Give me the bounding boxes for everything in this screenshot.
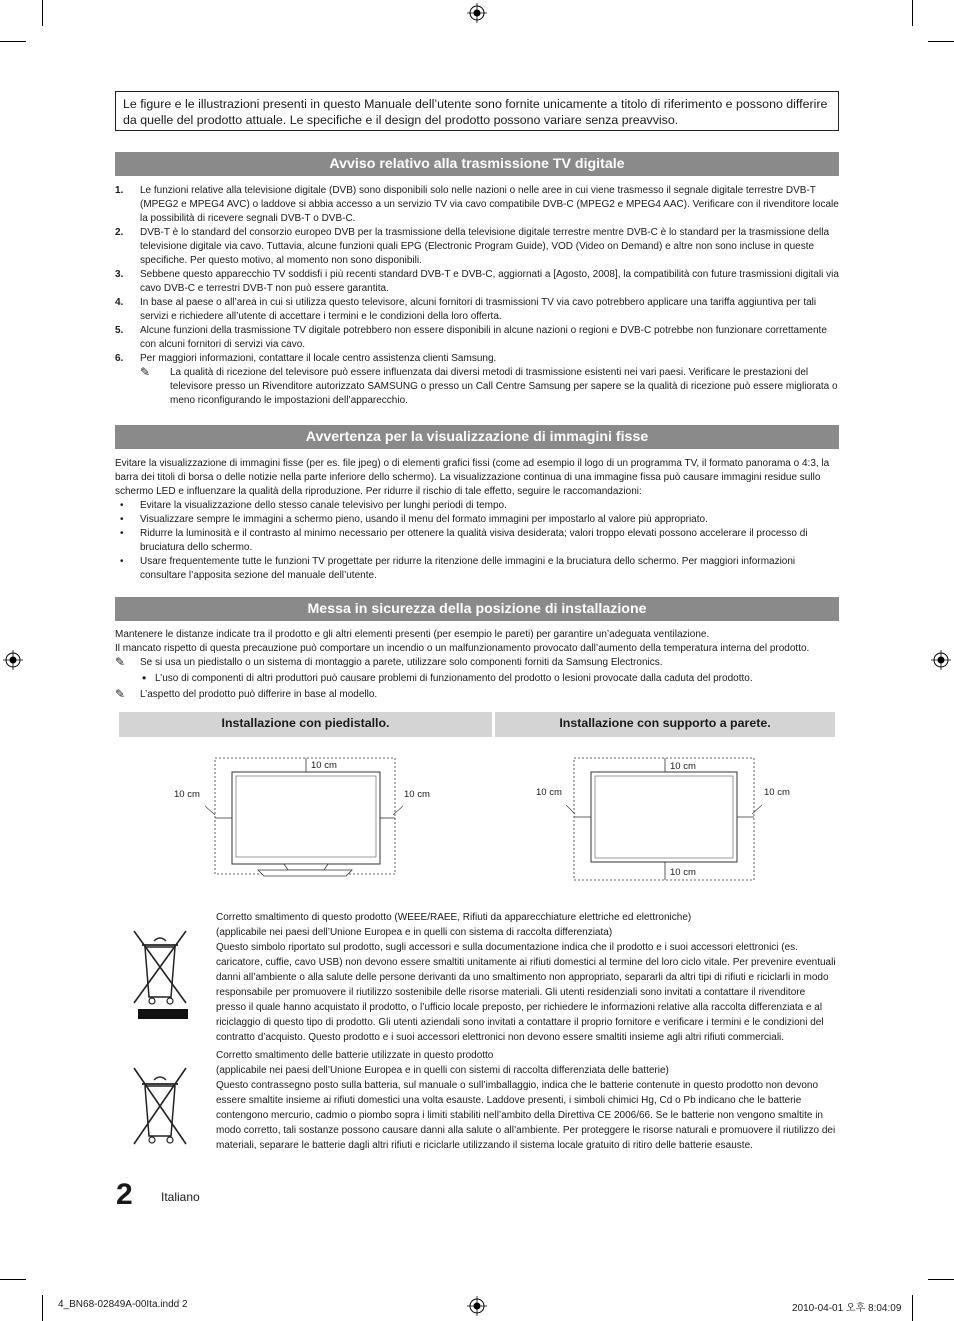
note-text: L’aspetto del prodotto può differire in base al modello. [140, 689, 378, 700]
disclaimer-box: Le figure e le illustrazioni presenti in questo Manuale dell’utente sono fornite unicamente a titolo di riferimento e possono differire da quelle del prodotto attuale. Le specifiche e il design del prodotto possono variare senza preavviso. [115, 91, 839, 131]
note [115, 688, 841, 702]
registration-mark-icon [467, 3, 487, 23]
crop-mark [928, 41, 954, 42]
crop-mark [42, 0, 43, 26]
list-text: DVB-T è lo standard del consorzio europeo DVB per la trasmissione della televisione digitale terrestre mentre DVB-C è lo standard per la trasmissione della televisione digitale via cavo. Tuttavia, alcune funzioni quali EPG (Electronic Program Guide), VOD (Video on Demand) e altre non sono incluse in queste specifiche. Per questo motivo, al momento non sono disponibili. [140, 227, 830, 266]
note-text: Se si usa un piedistallo o un sistema di montaggio a parete, utilizzare solo componenti forniti da Samsung Electronics. [140, 657, 663, 668]
crop-mark [0, 1279, 26, 1280]
weee-subtitle: (applicabile nei paesi dell’Unione Europea e in quelli con sistema di raccolta differenziata) [216, 927, 613, 938]
crop-mark [0, 41, 26, 42]
weee-disposal-text [216, 910, 836, 1045]
list-text: Sebbene questo apparecchio TV soddisfi i più recenti standard DVB-T e DVB-C, aggiornati a [Agosto, 2008], la compatibilità con future trasmissioni digitali via cavo DVB-C e terrestri DVB-T non può essere garantita. [140, 269, 839, 294]
battery-title: Corretto smaltimento delle batterie utilizzate in questo prodotto [216, 1050, 494, 1061]
dvb-notice-list [115, 184, 841, 408]
clearance-label-right: 10 cm [404, 789, 430, 800]
list-text: In base al paese o all’area in cui si utilizza questo televisore, alcuni fornitori di trasmissioni TV via cavo potrebbero applicare una tariffa aggiuntiva per tali servizi e richiedere all’utente di accettare i termini e le condizioni della loro offerta. [140, 297, 817, 322]
file-slug: 4_BN68-02849A-00Ita.indd 2 [58, 1299, 188, 1310]
list-item [115, 226, 841, 268]
battery-crossed-bin-icon [130, 1064, 190, 1156]
pencil-note-icon: ✎ [140, 365, 151, 379]
list-item [115, 184, 841, 226]
registration-mark-icon [467, 1296, 487, 1316]
clearance-label-top: 10 cm [670, 761, 696, 772]
clearance-label-bottom: 10 cm [670, 867, 696, 878]
battery-body: Questo contrassegno posto sulla batteria, sul manuale o sull’imballaggio, indica che le batterie contenute in questo prodotto non devono essere smaltite insieme ai rifiuti domestici una volta esauste. Laddove presenti, i simboli chimici Hg, Cd o Pb indicano che le batterie contengono mercurio, cadmio o piombo sopra i limiti stabiliti nell’ambito della Direttiva CE 2006/66. Se le batterie non vengono smaltite in modo corretto, tali sostanze possono causare danni alla salute o all’ambiente. Per proteggere le risorse naturali e promuovere il riutilizzo dei materiali, separare le batterie dagli altri rifiuti e riciclarle utilizzando il sistema locale gratuito di ritiro delle batterie esauste. [216, 1080, 836, 1151]
weee-crossed-bin-icon [130, 925, 190, 1021]
crop-mark [912, 1295, 913, 1321]
clearance-label-top: 10 cm [311, 760, 337, 771]
weee-body: Questo simbolo riportato sul prodotto, sugli accessori e sulla documentazione indica che il prodotto e i suoi accessori elettronici (es. caricatore, cuffie, cavo USB) non devono essere smaltiti unitamente ai rifiuti domestici al termine del loro ciclo vitale. Per prevenire eventuali danni all’ambiente o alla salute delle persone derivanti da uno smaltimento non appropriato, separarli da altri tipi di rifiuti e riciclarli in modo responsabile per promuovere il riutilizzo sostenibile delle risorse materiali. Gli utenti residenziali sono invitati a contattare il rivenditore presso il quale hanno acquistato il prodotto, o l’ufficio locale preposto, per richiedere le informazioni relative alla raccolta differenziata e al riciclaggio di questo tipo di prodotto. Gli utenti aziendali sono invitati a contattare il proprio fornitore e verificare i termini e le condizioni del contratto d’acquisto. Questo prodotto e i suoi accessori elettronici non devono essere smaltiti insieme agli altri rifiuti commerciali. [216, 942, 836, 1043]
pencil-note-icon: ✎ [115, 655, 126, 669]
crop-mark [912, 0, 913, 26]
column-heading-stand: Installazione con piedistallo. [119, 712, 492, 737]
note-text: La qualità di ricezione del televisore può essere influenzata dai diversi metodi di trasmissione esistenti nei vari paesi. Verificare le prestazioni del televisore presso un Rivenditore autorizzato SAMSUNG o presso un Call Centre Samsung per sapere se la qualità di ricezione può essere migliorata o meno riconfigurando le impostazioni dell’apparecchio. [170, 367, 838, 406]
battery-subtitle: (applicabile nei paesi dell’Unione Europea e in quelli con sistemi di raccolta differenziata delle batterie) [216, 1065, 669, 1076]
registration-mark-icon [931, 650, 951, 670]
list-number: 4. [115, 297, 124, 308]
list-number: 5. [115, 325, 124, 336]
crop-mark [928, 1279, 954, 1280]
battery-disposal-text [216, 1048, 836, 1153]
list-number: 3. [115, 269, 124, 280]
list-number: 2. [115, 227, 124, 238]
weee-title: Corretto smaltimento di questo prodotto (WEEE/RAEE, Rifiuti da apparecchiature elettriche ed elettroniche) [216, 912, 692, 923]
list-item [115, 296, 841, 324]
pencil-note-icon: ✎ [115, 687, 126, 701]
column-heading-wall: Installazione con supporto a parete. [495, 712, 835, 737]
install-paragraph: Mantenere le distanze indicate tra il prodotto e gli altri elementi presenti (per esempio le pareti) per garantire un’adeguata ventilazione. [115, 629, 710, 640]
list-text: Per maggiori informazioni, contattare il locale centro assistenza clienti Samsung. [140, 353, 497, 364]
list-item: • Evitare la visualizzazione dello stesso canale televisivo per lunghi periodi di tempo. [115, 499, 841, 513]
section-title-installation: Messa in sicurezza della posizione di installazione [115, 597, 839, 621]
clearance-label-left: 10 cm [174, 789, 200, 800]
still-intro-text: Evitare la visualizzazione di immagini fisse (per es. file jpeg) o di elementi grafici fissi (come ad esempio il logo di un programma TV, il formato panorama o 4:3, la barra dei titoli di borsa o delle notizie nella parte inferiore dello schermo). La visualizzazione continua di una immagine fissa può causare immagini residue sullo schermo LED e influenzare la qualità della riproduzione. Per ridurre il rischio di tale effetto, seguire le raccomandazioni: [115, 458, 830, 497]
list-item: • L’uso di componenti di altri produttori può causare problemi di funzionamento del prodotto o lesioni provocate dalla caduta del prodotto. [115, 672, 841, 686]
list-number: 1. [115, 185, 124, 196]
list-text: Alcune funzioni della trasmissione TV digitale potrebbero non essere disponibili in alcune nazioni o regioni e DVB-C potrebbe non funzionare correttamente con alcuni fornitori di servizi via cavo. [140, 325, 827, 350]
clearance-label-left: 10 cm [536, 787, 562, 798]
list-item [115, 324, 841, 352]
crop-mark [42, 1295, 43, 1321]
page-number: 2 [116, 1178, 133, 1211]
list-item: • Ridurre la luminosità e il contrasto al minimo necessario per ottenere la qualità visiva desiderata; valori troppo elevati possono accelerare il processo di bruciatura dello schermo. [115, 527, 841, 555]
list-number: 6. [115, 353, 124, 364]
install-paragraph: Il mancato rispetto di questa precauzione può comportare un incendio o un malfunzionamento provocato dall’aumento della temperatura interna del prodotto. [115, 643, 810, 654]
language-label: Italiano [161, 1190, 200, 1204]
list-item: • Visualizzare sempre le immagini a schermo pieno, usando il menu del formato immagini per impostarlo al valore più appropriato. [115, 513, 841, 527]
section-title-digital-tv: Avviso relativo alla trasmissione TV digitale [115, 152, 839, 176]
list-item [115, 352, 841, 366]
list-text: Le funzioni relative alla televisione digitale (DVB) sono disponibili solo nelle nazioni o nelle aree in cui viene trasmesso il segnale digitale terrestre DVB-T (MPEG2 e MPEG4 AVC) o laddove si abbia accesso a un servizio TV via cavo compatibile DVB-C (MPEG2 e MPEG4 AAC). Verificare con il rivenditore locale la possibilità di ricevere segnali DVB-T o DVB-C. [140, 185, 839, 224]
installation-text [115, 628, 841, 702]
section-title-still-image: Avvertenza per la visualizzazione di immagini fisse [115, 425, 839, 449]
clearance-label-right: 10 cm [764, 787, 790, 798]
list-item [115, 268, 841, 296]
list-item: • Usare frequentemente tutte le funzioni TV progettate per ridurre la ritenzione delle immagini e la bruciatura dello schermo. Per maggiori informazioni consultare l’apposita sezione del manuale dell’utente. [115, 555, 841, 583]
note [115, 656, 841, 670]
note [115, 366, 841, 408]
timestamp-slug: 2010-04-01 오후 8:04:09 [792, 1303, 902, 1314]
still-image-warning [115, 457, 841, 583]
registration-mark-icon [3, 650, 23, 670]
